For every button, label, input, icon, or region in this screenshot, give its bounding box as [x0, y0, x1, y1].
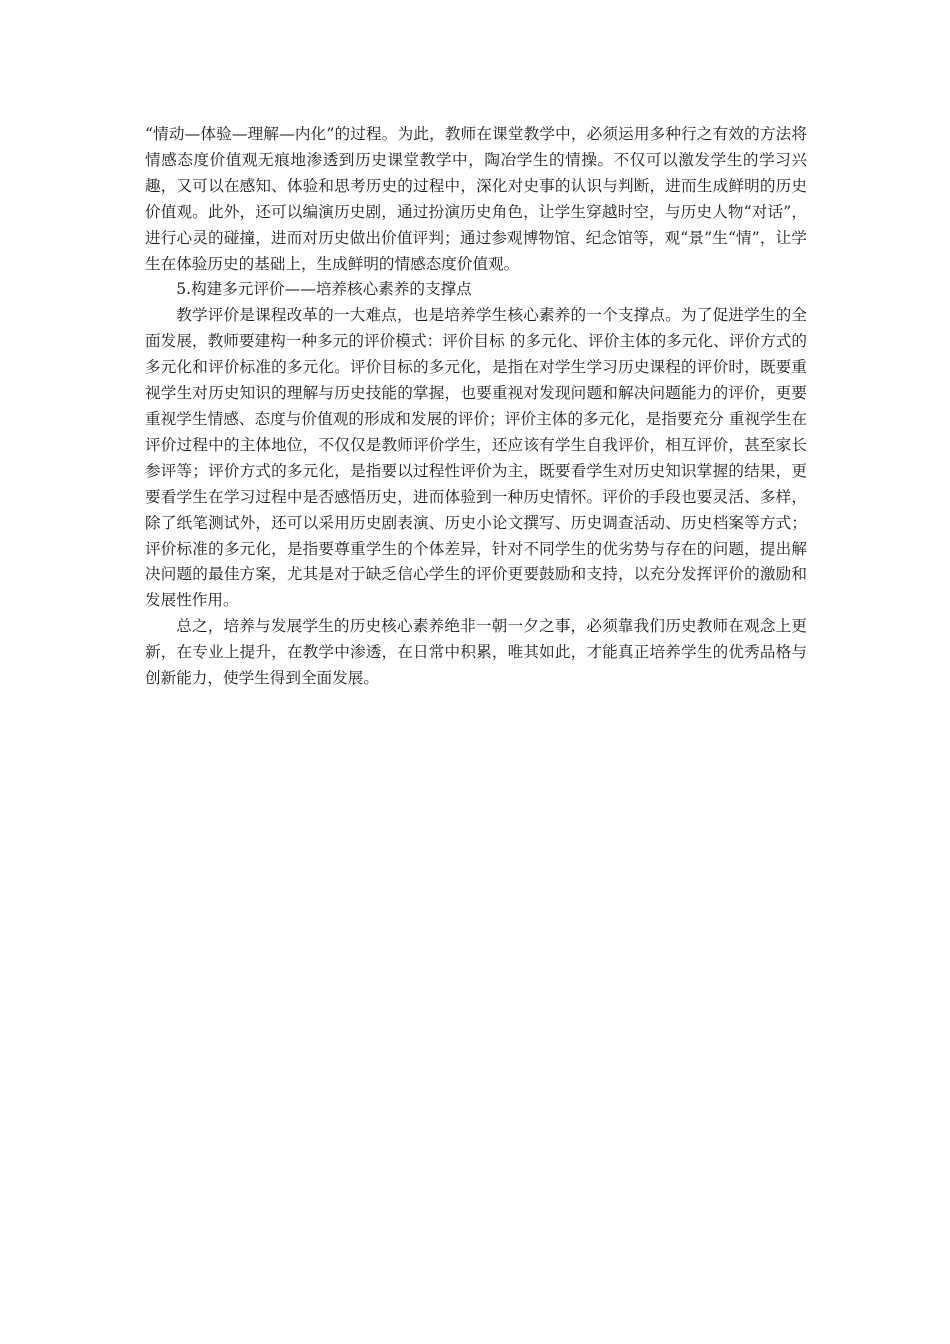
- paragraph-continuation: “情动—体验—理解—内化”的过程。为此，教师在课堂教学中，必须运用多种行之有效的方法将情感态度价值观无痕地渗透到历史课堂教学中，陶冶学生的情操。不仅可以激发学生的学习兴趣，又可以在感知、体验和思考历史的过程中，深化对史事的认识与判断，进而生成鲜明的历史价值观。此外，还可以编演历史剧，通过扮演历史角色，让学生穿越时空，与历史人物“对话”，进行心灵的碰撞，进而对历史做出价值评判；通过参观博物馆、纪念馆等，观“景”生“情”，让学生在体验历史的基础上，生成鲜明的情感态度价值观。: [145, 125, 807, 273]
- paragraph-evaluation: 教学评价是课程改革的一大难点，也是培养学生核心素养的一个支撑点。为了促进学生的全面发展，教师要建构一种多元的评价模式：评价目标 的多元化、评价主体的多元化、评价方式的多元化和评价标准的多元化。评价目标的多元化，是指在对学生学习历史课程的评价时，既要重视学生对历史知识的理解与历史技能的掌握，也要重视对发现问题和解决问题能力的评价，更要重视学生情感、态度与价值观的形成和发展的评价；评价主体的多元化，是指要充分 重视学生在评价过程中的主体地位，不仅仅是教师评价学生，还应该有学生自我评价，相互评价，甚至家长参评等；评价方式的多元化，是指要以过程性评价为主，既要看学生对历史知识掌握的结果，更要看学生在学习过程中是否感悟历史，进而体验到一种历史情怀。评价的手段也要灵活、多样，除了纸笔测试外，还可以采用历史剧表演、历史小论文撰写、历史调查活动、历史档案等方式；评价标准的多元化，是指要尊重学生的个体差异，针对不同学生的优劣势与存在的问题，提出解决问题的最佳方案，尤其是对于缺乏信心学生的评价更要鼓励和支持，以充分发挥评价的激励和发展性作用。: [145, 306, 807, 610]
- paragraph-conclusion: 总之，培养与发展学生的历史核心素养绝非一朝一夕之事，必须靠我们历史教师在观念上更新，在专业上提升，在教学中渗透，在日常中积累，唯其如此，才能真正培养学生的优秀品格与创新能力，使学生得到全面发展。: [145, 617, 807, 688]
- document-body: [145, 122, 807, 692]
- section-heading: 5.构建多元评价——培养核心素养的支撑点: [176, 280, 472, 299]
